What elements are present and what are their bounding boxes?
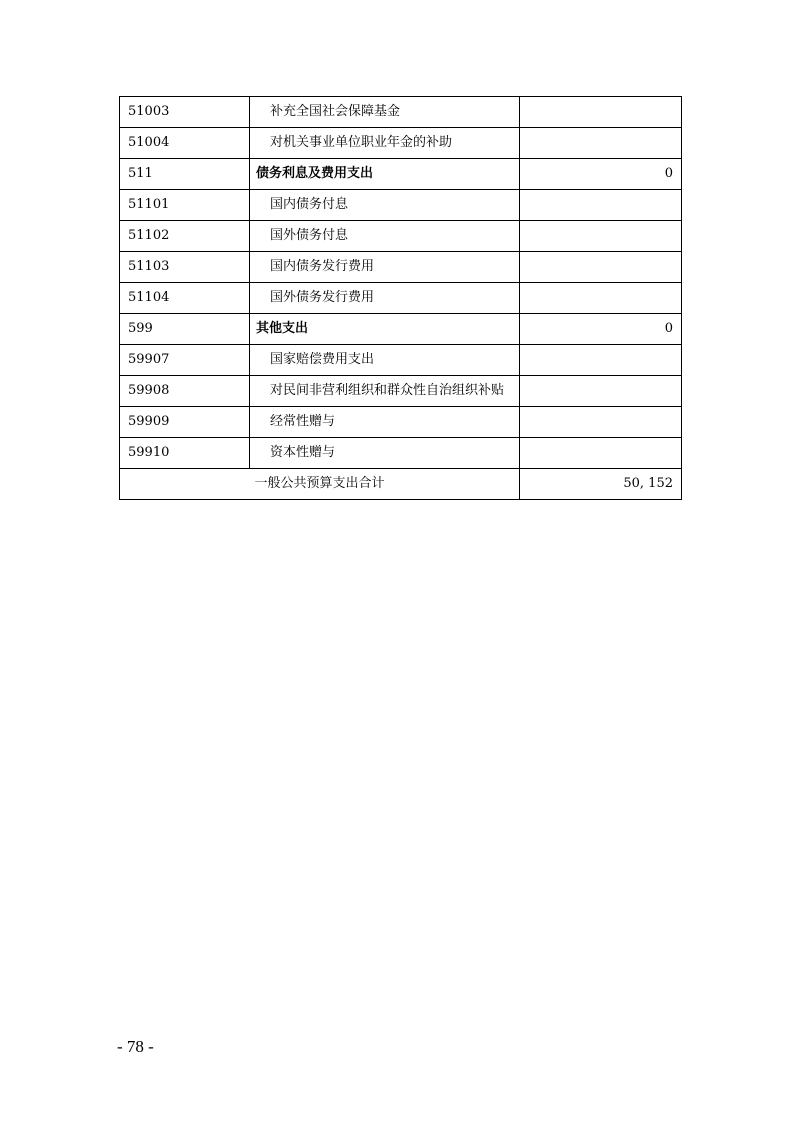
row-amount: [520, 376, 682, 407]
row-code: 599: [120, 314, 250, 345]
row-amount: [520, 190, 682, 221]
table-row: [120, 438, 682, 469]
row-code: 59908: [120, 376, 250, 407]
table-row: [120, 376, 682, 407]
total-label: 一般公共预算支出合计: [120, 469, 520, 500]
table-row: [120, 221, 682, 252]
table-row-category: [120, 314, 682, 345]
row-name: 国内债务付息: [250, 190, 520, 221]
row-name: 债务利息及费用支出: [250, 159, 520, 190]
row-amount: [520, 345, 682, 376]
table-row-total: [120, 469, 682, 500]
row-name: 国内债务发行费用: [250, 252, 520, 283]
row-name: 补充全国社会保障基金: [250, 97, 520, 128]
row-code: 51004: [120, 128, 250, 159]
row-code: 59910: [120, 438, 250, 469]
row-amount: [520, 407, 682, 438]
row-code: 51101: [120, 190, 250, 221]
row-code: 511: [120, 159, 250, 190]
row-code: 51104: [120, 283, 250, 314]
table-row: [120, 252, 682, 283]
row-name: 经常性赠与: [250, 407, 520, 438]
row-amount: [520, 283, 682, 314]
row-amount: [520, 252, 682, 283]
row-amount: 0: [520, 159, 682, 190]
table-row: [120, 407, 682, 438]
table-row: [120, 190, 682, 221]
row-code: 59909: [120, 407, 250, 438]
row-name: 国外债务发行费用: [250, 283, 520, 314]
row-code: 51102: [120, 221, 250, 252]
table-row: [120, 345, 682, 376]
table-row: [120, 97, 682, 128]
table-row-category: [120, 159, 682, 190]
table-row: [120, 283, 682, 314]
page-number: - 78 -: [117, 1037, 154, 1056]
row-name: 国外债务付息: [250, 221, 520, 252]
table-row: [120, 128, 682, 159]
total-amount: 50, 152: [520, 469, 682, 500]
row-amount: [520, 128, 682, 159]
row-name: 对民间非营利组织和群众性自治组织补贴: [250, 376, 520, 407]
row-amount: 0: [520, 314, 682, 345]
row-name: 对机关事业单位职业年金的补助: [250, 128, 520, 159]
row-code: 51003: [120, 97, 250, 128]
row-name: 其他支出: [250, 314, 520, 345]
row-amount: [520, 438, 682, 469]
row-name: 国家赔偿费用支出: [250, 345, 520, 376]
budget-expenditure-table: [119, 96, 682, 500]
row-amount: [520, 221, 682, 252]
row-code: 51103: [120, 252, 250, 283]
row-amount: [520, 97, 682, 128]
row-code: 59907: [120, 345, 250, 376]
row-name: 资本性赠与: [250, 438, 520, 469]
